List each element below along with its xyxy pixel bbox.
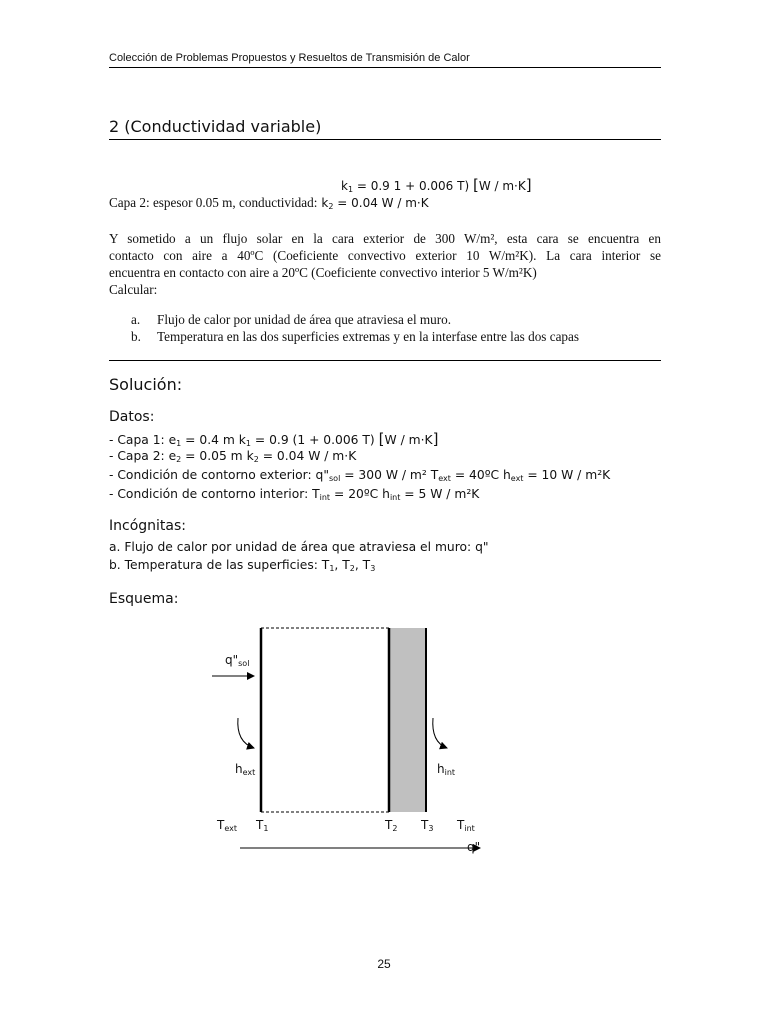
- datos-capa2: - Capa 2: $e_2 = 0.05$ m $k_2 = 0.04$ W / m·K: [109, 449, 357, 464]
- problem-title: 2 (Conductividad variable): [109, 117, 322, 136]
- h-int-label: $h_{int}$: [437, 762, 456, 777]
- capa2-line: Capa 2: espesor 0.05 m, conductividad: $k_2 = 0.04$ W / m·K: [109, 195, 429, 211]
- datos-capa1: - Capa 1: $e_1 = 0.4$ m $k_1 = 0.9$ (1 + 0.006 T) [W / m·K]: [109, 430, 439, 448]
- statement-line: Calcular:: [109, 282, 158, 297]
- h-ext-label: $h_{ext}$: [235, 762, 256, 777]
- incognita-a: a. Flujo de calor por unidad de área que atraviesa el muro: q": [109, 540, 489, 554]
- statement-line: Y sometido a un flujo solar en la cara exterior de 300 W/m², esta cara se encuentra en: [109, 231, 661, 246]
- page-number: 25: [377, 957, 391, 971]
- running-header: Colección de Problemas Propuestos y Resueltos de Transmisión de Calor: [109, 52, 470, 64]
- q-flux-label: q": [467, 840, 481, 854]
- incognita-b: b. Temperatura de las superficies: $T_1$, $T_2$, $T_3$: [109, 558, 376, 573]
- t2-label: $T_2$: [385, 818, 398, 833]
- datos-contorno-interior: - Condición de contorno interior: $T_{int}$ = 20ºC $h_{int} = 5$ W / m²K: [109, 487, 480, 502]
- datos-heading: Datos:: [109, 409, 155, 425]
- esquema-heading: Esquema:: [109, 591, 179, 607]
- datos-contorno-exterior: - Condición de contorno exterior: $q"_{sol} = 300$ W / m² $T_{ext}$ = 40ºC $h_{ext} = 10$ W / m²K: [109, 468, 611, 483]
- statement-line: contacto con aire a 40ºC (Coeficiente convectivo exterior 10 W/m²K). La cara interior se: [109, 248, 661, 263]
- t-ext-label: $T_{ext}$: [217, 818, 237, 833]
- incognitas-heading: Incógnitas:: [109, 518, 186, 534]
- layer2-fill: [389, 628, 426, 812]
- k1-equation: $k_1 = 0.9$ 1 + 0.006 T) [W / m·K]: [341, 176, 532, 194]
- t-int-label: $T_{int}$: [457, 818, 475, 833]
- t1-label: $T_1$: [256, 818, 269, 833]
- ext-convection-arrow: [238, 718, 254, 748]
- question-a: a. Flujo de calor por unidad de área que atraviesa el muro.: [131, 312, 452, 327]
- statement-line: encuentra en contacto con aire a 20ºC (Coeficiente convectivo interior 5 W/m²K): [109, 265, 537, 280]
- solution-heading: Solución:: [109, 375, 183, 394]
- question-b: b. Temperatura en las dos superficies extremas y en la interfase entre las dos capas: [131, 329, 579, 344]
- q-sol-label: $q"_{sol}$: [225, 653, 250, 668]
- t3-label: $T_3$: [421, 818, 434, 833]
- int-convection-arrow: [433, 718, 447, 748]
